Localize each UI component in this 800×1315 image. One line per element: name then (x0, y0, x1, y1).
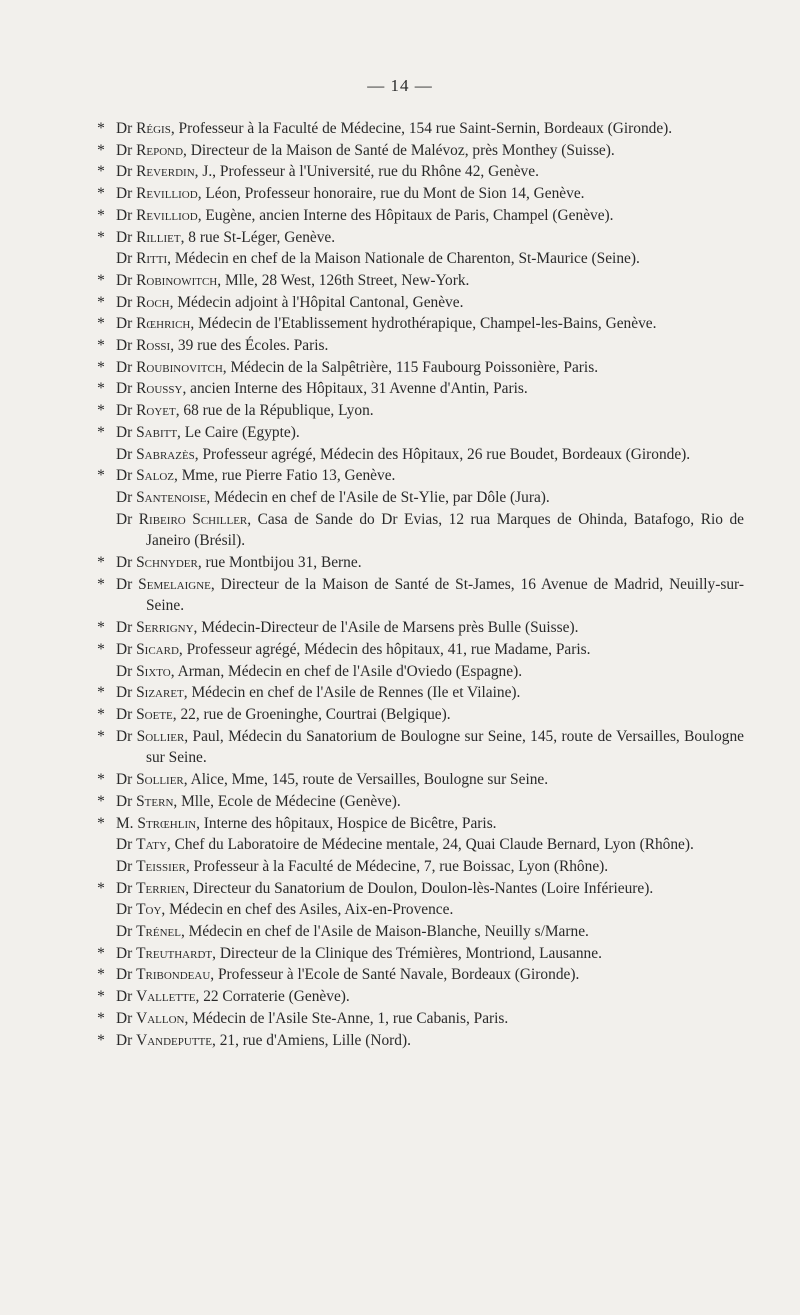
member-entry (92, 639, 744, 661)
member-entry (92, 140, 744, 162)
member-details: Médecin en chef de l'Asile de Maison-Blanche, Neuilly s/Marne. (184, 923, 589, 941)
asterisk-mark: * (97, 271, 105, 289)
member-title: Dr (116, 402, 133, 420)
member-details: Directeur du Sanatorium de Doulon, Doulon-lès-Nantes (Loire Inférieure). (189, 879, 654, 897)
member-title: Dr (116, 836, 133, 854)
asterisk-mark: * (97, 944, 105, 962)
member-title: Dr (116, 445, 133, 463)
member-list (92, 118, 744, 1051)
asterisk-mark: * (97, 141, 105, 159)
member-name: Vallette, (136, 988, 200, 1006)
member-entry (92, 1008, 744, 1030)
member-details: 39 rue des Écoles. Paris. (174, 337, 329, 355)
member-title: Dr (116, 120, 133, 137)
asterisk-mark: * (97, 337, 105, 355)
member-entry (92, 704, 744, 726)
member-name: Vallon, (136, 1009, 189, 1027)
member-name: Revilliod, (136, 206, 202, 224)
member-entry (92, 834, 744, 856)
member-name: Stern, (136, 792, 178, 810)
member-title: Dr (116, 228, 133, 246)
member-entry (92, 509, 744, 552)
member-entry (92, 248, 744, 270)
member-name: Reverdin, (136, 163, 199, 181)
member-entry (92, 357, 744, 379)
member-entry (92, 726, 744, 769)
member-title: Dr (116, 1031, 133, 1049)
asterisk-mark: * (97, 315, 105, 333)
member-name: Schnyder, (136, 554, 202, 572)
member-title: Dr (116, 315, 133, 333)
member-name: Sollier, (136, 727, 189, 745)
member-details: 68 rue de la République, Lyon. (179, 402, 374, 420)
member-details: Professeur agrégé, Médecin des hôpitaux, 41, rue Madame, Paris. (182, 640, 591, 658)
member-entry (92, 205, 744, 227)
member-details: Mme, rue Pierre Fatio 13, Genève. (177, 467, 396, 485)
member-title: M. (116, 814, 134, 832)
member-details: Casa de Sande do Dr Evias, 12 rua Marques de Ohinda, Batafogo, Rio de Janeiro (Brésil). (146, 510, 745, 550)
member-name: Roubinovitch, (136, 358, 227, 376)
member-entry (92, 378, 744, 400)
member-title: Dr (116, 857, 133, 875)
member-details: Médecin de l'Etablissement hydrothérapique, Champel-les-Bains, Genève. (194, 315, 657, 333)
member-name: Semelaigne, (138, 575, 215, 593)
member-name: Sicard, (136, 640, 183, 658)
member-details: Directeur de la Maison de Santé de Malévoz, près Monthey (Suisse). (186, 141, 615, 159)
member-title: Dr (116, 792, 133, 810)
member-details: Arman, Médecin en chef de l'Asile d'Oviedo (Espagne). (174, 662, 523, 680)
member-title: Dr (116, 467, 133, 485)
member-title: Dr (116, 206, 133, 224)
member-details: Léon, Professeur honoraire, rue du Mont de Sion 14, Genève. (201, 185, 585, 203)
member-name: Sabrazès, (136, 445, 199, 463)
member-details: 22, rue de Groeninghe, Courtrai (Belgique). (176, 705, 451, 723)
member-name: Terrien, (136, 879, 190, 897)
member-name: Repond, (136, 141, 187, 159)
member-entry (92, 183, 744, 205)
asterisk-mark: * (97, 554, 105, 572)
member-name: Strœhlin, (137, 814, 200, 832)
member-entry (92, 682, 744, 704)
member-name: Royet, (136, 402, 180, 420)
member-entry (92, 574, 744, 617)
member-details: 8 rue St-Léger, Genève. (184, 228, 336, 246)
member-name: Ritti, (136, 250, 171, 268)
member-name: Toy, (136, 901, 166, 919)
member-details: Le Caire (Egypte). (180, 423, 300, 441)
member-details: Médecin en chef de l'Asile de St-Ylie, par Dôle (Jura). (210, 488, 550, 506)
asterisk-mark: * (97, 771, 105, 789)
member-entry (92, 552, 744, 574)
member-entry (92, 161, 744, 183)
member-name: Ribeiro Schiller, (138, 510, 252, 528)
member-entry (92, 292, 744, 314)
member-name: Trénel, (136, 923, 185, 941)
member-name: Roussy, (136, 380, 187, 398)
asterisk-mark: * (97, 120, 105, 137)
member-name: Serrigny, (136, 619, 198, 637)
member-entry (92, 270, 744, 292)
member-details: Directeur de la Maison de Santé de St-James, 16 Avenue de Madrid, Neuilly-sur-Seine. (146, 575, 744, 615)
member-title: Dr (116, 988, 133, 1006)
member-title: Dr (116, 619, 133, 637)
member-name: Sabitt, (136, 423, 181, 441)
asterisk-mark: * (97, 640, 105, 658)
member-details: Chef du Laboratoire de Médecine mentale, 24, Quai Claude Bernard, Lyon (Rhône). (170, 836, 694, 854)
member-title: Dr (116, 423, 133, 441)
asterisk-mark: * (97, 727, 105, 745)
asterisk-mark: * (97, 1009, 105, 1027)
asterisk-mark: * (97, 705, 105, 723)
member-title: Dr (116, 771, 133, 789)
asterisk-mark: * (97, 380, 105, 398)
page-number: — 14 — (367, 76, 433, 95)
member-name: Rœhrich, (136, 315, 195, 333)
member-entry (92, 878, 744, 900)
member-name: Robinowitch, (136, 271, 222, 289)
member-name: Rilliet, (136, 228, 185, 246)
member-title: Dr (116, 510, 133, 528)
member-details: rue Montbijou 31, Berne. (201, 554, 362, 572)
member-title: Dr (116, 923, 133, 941)
member-entry (92, 617, 744, 639)
asterisk-mark: * (97, 792, 105, 810)
member-entry (92, 769, 744, 791)
member-title: Dr (116, 293, 133, 311)
member-entry (92, 422, 744, 444)
member-title: Dr (116, 1009, 133, 1027)
asterisk-mark: * (97, 684, 105, 702)
member-details: Professeur agrégé, Médecin des Hôpitaux, 26 rue Boudet, Bordeaux (Gironde). (198, 445, 691, 463)
member-details: Médecin adjoint à l'Hôpital Cantonal, Genève. (173, 293, 464, 311)
member-title: Dr (116, 554, 133, 572)
asterisk-mark: * (97, 1031, 105, 1049)
asterisk-mark: * (97, 185, 105, 203)
member-details: J., Professeur à l'Université, rue du Rhône 42, Genève. (198, 163, 539, 181)
member-details: Médecin en chef de l'Asile de Rennes (Ile et Vilaine). (187, 684, 521, 702)
asterisk-mark: * (97, 206, 105, 224)
member-title: Dr (116, 358, 133, 376)
member-entry (92, 856, 744, 878)
member-details: Médecin de l'Asile Ste-Anne, 1, rue Cabanis, Paris. (188, 1009, 509, 1027)
member-details: Mlle, 28 West, 126th Street, New-York. (221, 271, 470, 289)
asterisk-mark: * (97, 814, 105, 832)
member-entry (92, 227, 744, 249)
member-entry (92, 313, 744, 335)
member-entry (92, 1030, 744, 1052)
member-details: 21, rue d'Amiens, Lille (Nord). (215, 1031, 411, 1049)
member-entry (92, 661, 744, 683)
member-title: Dr (116, 944, 133, 962)
member-name: Roch, (136, 293, 174, 311)
asterisk-mark: * (97, 402, 105, 420)
member-details: Mlle, Ecole de Médecine (Genève). (177, 792, 401, 810)
member-title: Dr (116, 966, 133, 984)
asterisk-mark: * (97, 163, 105, 181)
member-details: Médecin de la Salpêtrière, 115 Faubourg Poissonière, Paris. (226, 358, 599, 376)
member-details: Médecin en chef de la Maison Nationale de Charenton, St-Maurice (Seine). (171, 250, 640, 268)
member-title: Dr (116, 684, 133, 702)
member-details: ancien Interne des Hôpitaux, 31 Avenne d'Antin, Paris. (186, 380, 528, 398)
member-name: Sollier, (136, 771, 188, 789)
asterisk-mark: * (97, 619, 105, 637)
member-title: Dr (116, 879, 133, 897)
member-name: Sixto, (136, 662, 175, 680)
member-entry (92, 986, 744, 1008)
member-title: Dr (116, 141, 133, 159)
member-entry (92, 335, 744, 357)
member-title: Dr (116, 640, 133, 658)
member-details: 22 Corraterie (Genève). (199, 988, 350, 1006)
member-name: Tribondeau, (136, 966, 215, 984)
member-details: Professeur à la Faculté de Médecine, 7, rue Boissac, Lyon (Rhône). (189, 857, 609, 875)
member-details: Alice, Mme, 145, route de Versailles, Boulogne sur Seine. (187, 771, 549, 789)
member-title: Dr (116, 488, 133, 506)
member-details: Médecin-Directeur de l'Asile de Marsens près Bulle (Suisse). (197, 619, 579, 637)
member-title: Dr (116, 337, 133, 355)
member-title: Dr (116, 271, 133, 289)
member-title: Dr (116, 250, 133, 268)
member-entry (92, 444, 744, 466)
member-details: Médecin en chef des Asiles, Aix-en-Provence. (165, 901, 454, 919)
member-title: Dr (116, 705, 133, 723)
member-name: Régis, (136, 120, 175, 137)
member-name: Sizaret, (136, 684, 188, 702)
asterisk-mark: * (97, 467, 105, 485)
asterisk-mark: * (97, 988, 105, 1006)
member-entry (92, 465, 744, 487)
asterisk-mark: * (97, 293, 105, 311)
asterisk-mark: * (97, 228, 105, 246)
asterisk-mark: * (97, 575, 105, 593)
member-details: Eugène, ancien Interne des Hôpitaux de Paris, Champel (Genève). (201, 206, 614, 224)
member-name: Treuthardt, (136, 944, 216, 962)
member-entry (92, 400, 744, 422)
member-title: Dr (116, 901, 133, 919)
member-title: Dr (116, 185, 133, 203)
asterisk-mark: * (97, 423, 105, 441)
member-entry (92, 899, 744, 921)
member-name: Taty, (136, 836, 171, 854)
member-name: Soete, (136, 705, 177, 723)
member-title: Dr (116, 380, 133, 398)
member-name: Saloz, (136, 467, 178, 485)
member-entry (92, 921, 744, 943)
member-entry (92, 487, 744, 509)
member-details: Interne des hôpitaux, Hospice de Bicêtre, Paris. (199, 814, 497, 832)
member-entry (92, 791, 744, 813)
member-name: Santenoise, (136, 488, 211, 506)
member-title: Dr (116, 575, 133, 593)
member-title: Dr (116, 163, 133, 181)
member-details: Professeur à l'Ecole de Santé Navale, Bordeaux (Gironde). (214, 966, 580, 984)
member-entry (92, 943, 744, 965)
member-details: Paul, Médecin du Sanatorium de Boulogne sur Seine, 145, route de Versailles, Boulogne sur Seine. (146, 727, 745, 767)
member-name: Revilliod, (136, 185, 202, 203)
member-title: Dr (116, 727, 133, 745)
member-details: Directeur de la Clinique des Trémières, Montriond, Lausanne. (215, 944, 602, 962)
asterisk-mark: * (97, 879, 105, 897)
member-name: Vandeputte, (136, 1031, 216, 1049)
member-entry (92, 118, 744, 140)
member-entry (92, 813, 744, 835)
asterisk-mark: * (97, 966, 105, 984)
member-entry (92, 964, 744, 986)
member-name: Rossi, (136, 337, 175, 355)
member-title: Dr (116, 662, 133, 680)
member-details: Professeur à la Faculté de Médecine, 154 rue Saint-Sernin, Bordeaux (Gironde). (174, 120, 673, 137)
asterisk-mark: * (97, 358, 105, 376)
member-name: Teissier, (136, 857, 190, 875)
